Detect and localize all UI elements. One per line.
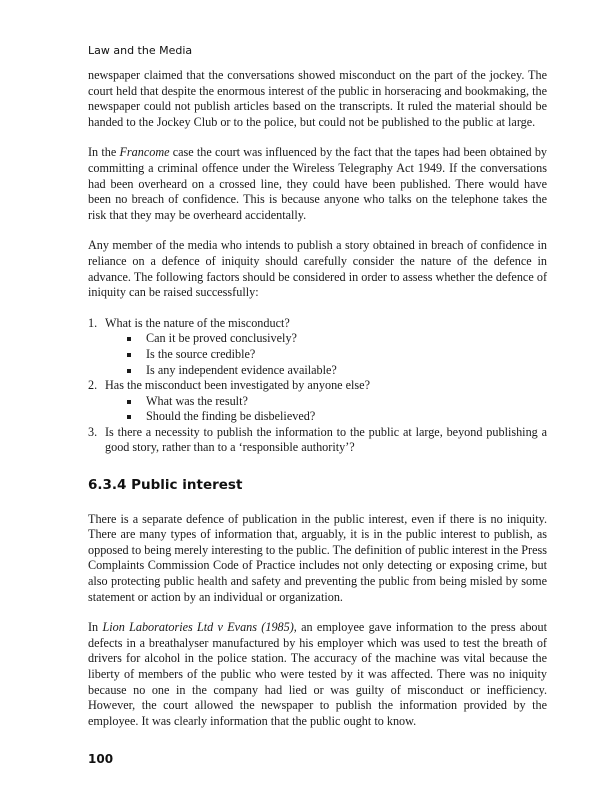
list-item-text: Is there a necessity to publish the information to the public at large, beyond publishing a good story, rather than to a ‘responsible authority’?: [105, 424, 547, 455]
sub-list-item-text: Should the finding be disbelieved?: [146, 409, 316, 424]
sub-list-item-text: Is any independent evidence available?: [146, 362, 337, 377]
paragraph-5-pre: In: [88, 620, 103, 635]
paragraph-5: [88, 620, 547, 729]
list-item: [88, 425, 547, 456]
case-name-lion-laboratories: Lion Laboratories Ltd v Evans (1985): [102, 620, 294, 635]
page-number: 100: [88, 752, 114, 766]
sub-list: [105, 331, 547, 378]
running-head: Law and the Media: [88, 44, 193, 57]
list-number: 3.: [88, 424, 98, 439]
sub-list: [105, 394, 547, 425]
list-item-text: What is the nature of the misconduct?: [105, 315, 290, 330]
list-item: [88, 316, 547, 378]
paragraph-4: There is a separate defence of publication in the public interest, even if there is no iniquity. There are many types of information that, arguably, it is in the public interest to publish, as opposed to being merely interesting to the public. The definition of public interest in the Press Complaints Commission Code of Practice includes not only detecting or exposing crime, but also protecting public health and safety and preventing the public from being misled by some statement or action by an individual or organization.: [88, 511, 547, 604]
section-heading: 6.3.4 Public interest: [88, 477, 243, 494]
case-name-francome: Francome: [119, 145, 170, 160]
bullet-icon: [127, 337, 131, 341]
sub-list-item: [105, 409, 547, 425]
factors-list: [88, 316, 547, 456]
sub-list-item-text: What was the result?: [146, 393, 248, 408]
sub-list-item: [105, 363, 547, 379]
bullet-icon: [127, 400, 131, 404]
bullet-icon: [127, 369, 131, 373]
sub-list-item-text: Can it be proved conclusively?: [146, 331, 297, 346]
paragraph-5-post: , an employee gave information to the press about defects in a breathalyser manufactured by his employer which was used to test the breath of drivers for alcohol in the police station. The accuracy of the machine was vital because the liberty of members of the public who were tested by it was affected. There was no iniquity because no one in the company had lied or was guilty of misconduct or inefficiency. However, the court allowed the newspaper to publish the information provided by the employee. It was clearly information that the public ought to know.: [88, 620, 548, 728]
bullet-icon: [127, 415, 131, 419]
sub-list-item: [105, 347, 547, 363]
paragraph-2: [88, 145, 547, 223]
sub-list-item: [105, 331, 547, 347]
sub-list-item: [105, 394, 547, 410]
paragraph-3: Any member of the media who intends to publish a story obtained in breach of confidence in reliance on a defence of iniquity should carefully consider the nature of the defence in advance. The following factors should be considered in order to assess whether the defence of iniquity can be raised successfully:: [88, 238, 547, 300]
list-item: [88, 378, 547, 425]
bullet-icon: [127, 353, 131, 357]
paragraph-1: newspaper claimed that the conversations showed misconduct on the part of the jockey. The court held that despite the enormous interest of the public in horseracing and bookmaking, the newspaper could not publish articles based on the transcripts. It ruled the material should be handed to the Jockey Club or to the police, but could not be published to the public at large.: [88, 68, 547, 129]
sub-list-item-text: Is the source credible?: [146, 346, 256, 361]
paragraph-2-post: case the court was influenced by the fact that the tapes had been obtained by committing a criminal offence under the Wireless Telegraphy Act 1949. If the conversations had been overheard on a crossed line, they could have been published. There would have been no breach of confidence. This is because anyone who talks on the telephone takes the risk that they may be overheard accidentally.: [88, 145, 548, 222]
body-text: [88, 68, 547, 744]
paragraph-2-pre: In the: [88, 145, 120, 160]
list-number: 2.: [88, 378, 98, 393]
list-number: 1.: [88, 315, 98, 330]
list-item-text: Has the misconduct been investigated by anyone else?: [105, 378, 370, 393]
